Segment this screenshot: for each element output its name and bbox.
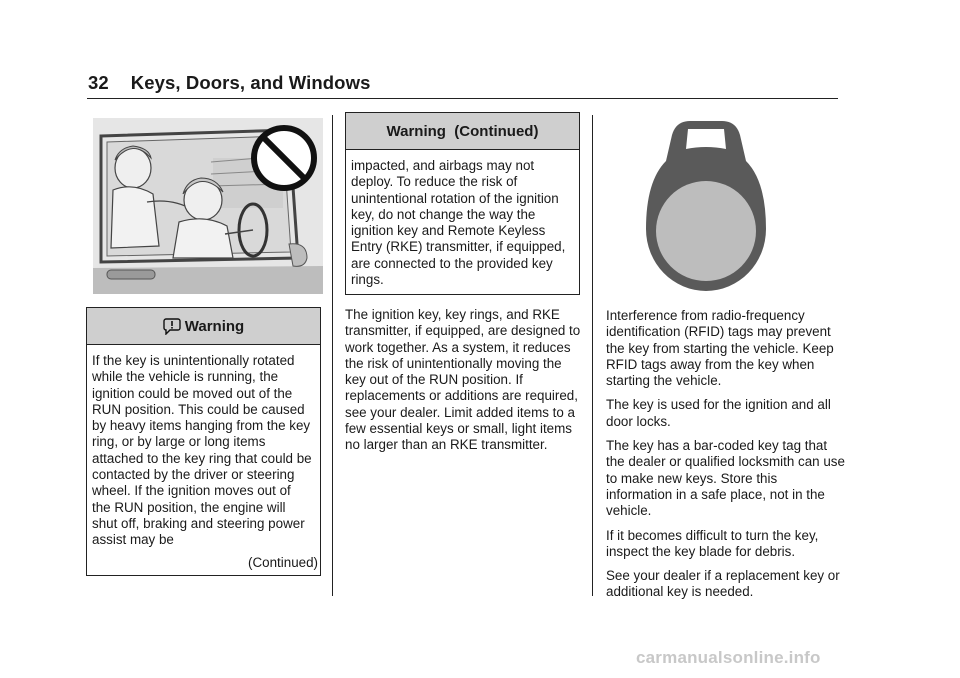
column-divider-left [332, 115, 333, 596]
header-rule [87, 98, 838, 99]
warning-header [87, 308, 320, 345]
warning-box [86, 307, 321, 576]
middle-column-text [345, 307, 581, 462]
continued-label: (Continued) [248, 554, 318, 570]
body-paragraph: The key is used for the ignition and all door locks. [606, 397, 831, 429]
body-paragraph: Interference from radio-frequency identification (RFID) tags may prevent the key from starting the vehicle. Keep RFID tags away from the key when starting the vehicle. [606, 308, 834, 389]
column-divider-right [592, 115, 593, 596]
right-column-text [606, 308, 846, 609]
page-number: 32 [88, 72, 109, 93]
watermark: carmanualsonline.info [636, 648, 821, 667]
warning-title: Warning [184, 317, 245, 335]
body-paragraph: See your dealer if a replacement key or additional key is needed. [606, 568, 840, 600]
warning-continued-header [346, 113, 579, 150]
rfid-key-fob-icon [646, 117, 766, 299]
warning-body: If the key is unintentionally rotated while the vehicle is running, the ignition could be moved out of the RUN position. This could be caused by heavy items hanging from the key ring, or by large or long items attached to the key ring that could be contacted by the driver or steering wheel. If the ignition moves out of the RUN position, the engine will shut off, braking and steering power assist may be [92, 353, 312, 548]
warning-continued-body: impacted, and airbags may not deploy. To reduce the risk of unintentional rotation of the ignition key, do not change the way the ignition key and Remote Keyless Entry (RKE) transmitter, if equipped, are connected to the provided key rings. [351, 158, 566, 288]
page-header [88, 72, 370, 94]
warning-bubble-icon [163, 317, 181, 335]
no-children-in-car-icon [93, 118, 323, 294]
body-paragraph: The key has a bar-coded key tag that the dealer or qualified locksmith can use to make new keys. Store this information in a safe place, not in the vehicle. [606, 438, 845, 519]
section-title: Keys, Doors, and Windows [130, 72, 371, 93]
warning-continued-title: Warning (Continued) [386, 122, 539, 140]
body-paragraph: The ignition key, key rings, and RKE transmitter, if equipped, are designed to work together. As a system, it reduces the risk of unintentionally moving the key out of the RUN position. If replacements or additions are required, see your dealer. Limit added items to a few essential keys or small, light items no larger than an RKE transmitter. [345, 307, 581, 453]
body-paragraph: If it becomes difficult to turn the key, inspect the key blade for debris. [606, 527, 819, 559]
warning-continued-box [345, 112, 580, 295]
